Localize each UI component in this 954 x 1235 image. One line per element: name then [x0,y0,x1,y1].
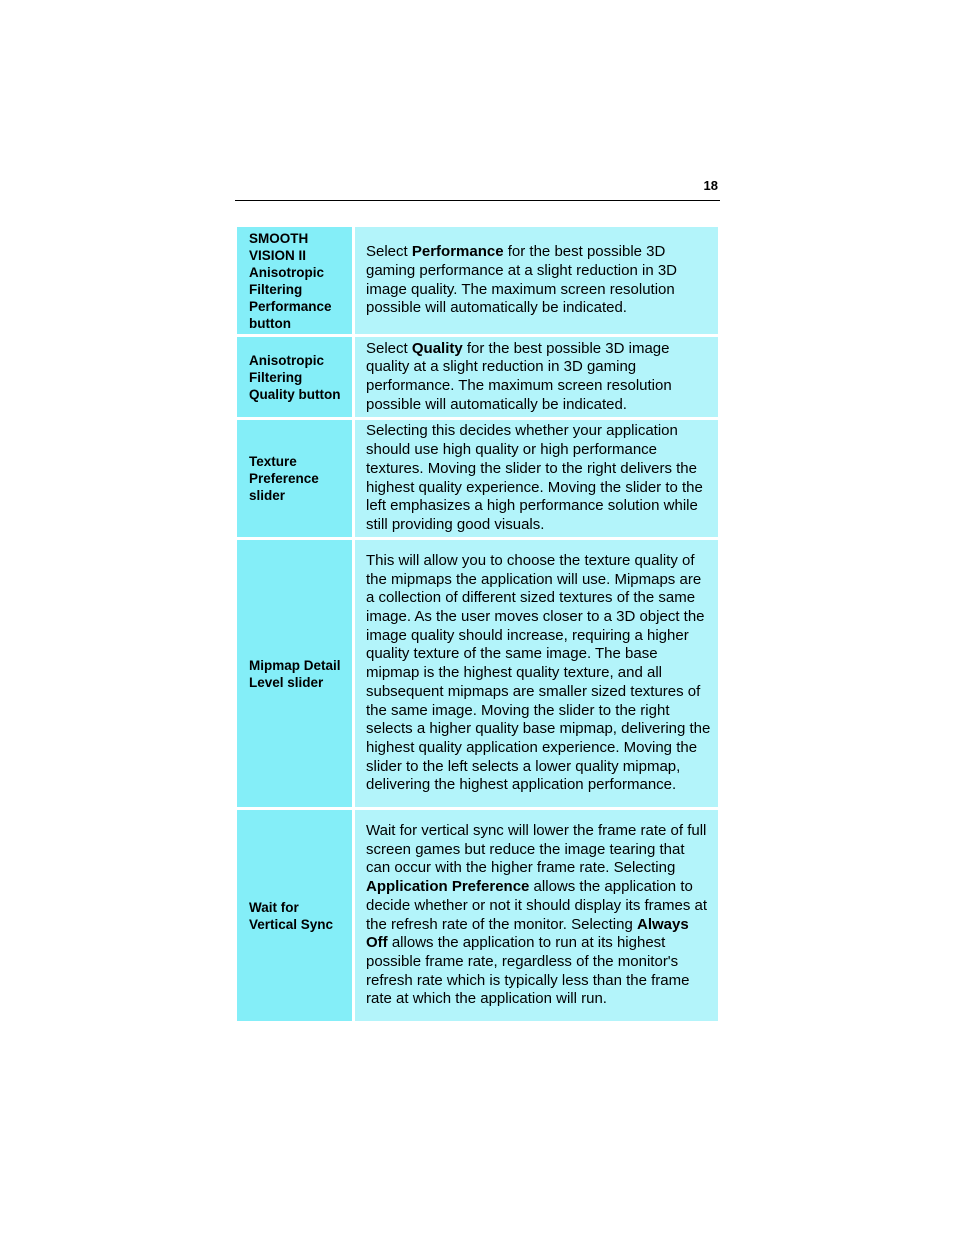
setting-label-text: Anisotropic Filtering Quality button [249,352,341,402]
setting-description [355,540,718,807]
setting-label-text: Mipmap Detail Level slider [249,657,341,690]
setting-label [237,810,352,1021]
setting-label [237,540,352,807]
setting-description-text: Select Performance for the best possible 3D gaming performance at a slight reduction in 3D image quality. The maximum screen resolution possible will automatically be indicated. [366,243,678,317]
table-row [237,337,718,417]
setting-label [237,227,352,334]
setting-description [355,810,718,1021]
setting-label [237,337,352,417]
table-row [237,227,718,334]
setting-label-text: SMOOTH VISION II Anisotropic Filtering Performance button [249,230,332,331]
settings-table [237,227,718,1024]
header-rule [235,200,720,201]
table-row [237,540,718,807]
emphasis-text: Application Preference [366,878,530,896]
setting-label [237,420,352,537]
setting-description-text: Wait for vertical sync will lower the frame rate of full screen games but reduce the image tearing that can occur with the higher frame rate. Selecting Application Preference allows the application to decide whether or not it should display its frames at the refresh rate of the monitor. Selecting Always Off allows the application to run at its highest possible frame rate, regardless of the monitor's refresh rate which is typically less than the frame rate at which the application will run. [366,821,708,1008]
table-row [237,810,718,1021]
setting-label-text: Texture Preference slider [249,454,319,503]
emphasis-text: Always Off [366,915,689,952]
setting-label-text: Wait for Vertical Sync [249,899,334,932]
table-row [237,420,718,537]
emphasis-text: Quality [411,339,463,357]
emphasis-text: Performance [411,243,504,261]
setting-description [355,420,718,537]
setting-description [355,337,718,417]
setting-description-text: Selecting this decides whether your application should use high quality or high performance textures. Moving the slider to the right delivers the highest quality experience. Moving the slider to the left emphasizes a high performance solution while still providing good visuals. [366,422,703,533]
page-number: 18 [703,178,718,193]
setting-description-text: This will allow you to choose the texture quality of the mipmaps the application will use. Mipmaps are a collection of different sized textures of the same image. As the user moves closer to a 3D object the image quality should increase, requiring a higher quality texture of the same image. The base mipmap is the highest quality texture, and all subsequent mipmaps are smaller sized textures of the same image. Moving the slider to the right selects a higher quality base mipmap, delivering the highest quality application experience. Moving the slider to the left selects a lower quality mipmap, delivering the highest application performance. [366,551,711,794]
setting-description [355,227,718,334]
setting-description-text: Select Quality for the best possible 3D image quality at a slight reduction in 3D gaming performance. The maximum screen resolution possible will automatically be indicated. [366,339,672,413]
